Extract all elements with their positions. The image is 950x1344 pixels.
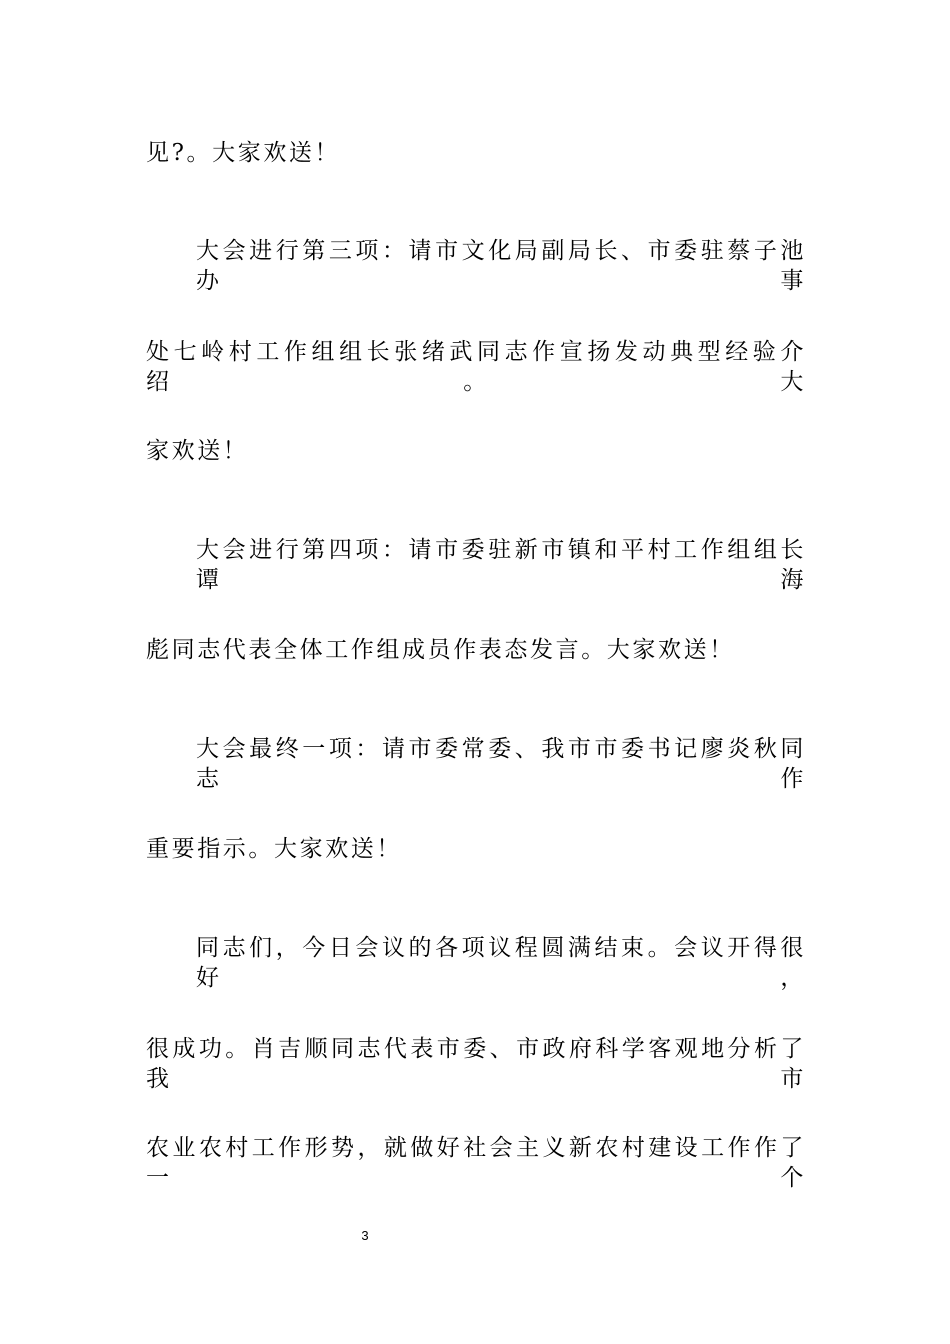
text-line: 处七岭村工作组组长张绪武同志作宣扬发动典型经验介绍。大	[146, 339, 806, 395]
text-line: 农业农村工作形势，就做好社会主义新农村建设工作作了一个	[146, 1135, 806, 1191]
text-line: 同志们，今日会议的各项议程圆满结束。会议开得很好，	[196, 935, 806, 991]
text-line: 很成功。肖吉顺同志代表市委、市政府科学客观地分析了我市	[146, 1036, 806, 1092]
text-line: 大会进行第四项：请市委驻新市镇和平村工作组组长谭海	[196, 537, 806, 593]
text-line: 重要指示。大家欢送！	[146, 836, 402, 862]
text-line: 大会最终一项：请市委常委、我市市委书记廖炎秋同志作	[196, 736, 806, 792]
text-line: 家欢送！	[146, 438, 249, 464]
text-line: 彪同志代表全体工作组成员作表态发言。大家欢送！	[146, 637, 735, 663]
text-line: 见?。大家欢送！	[146, 140, 341, 166]
page-number: 3	[361, 1228, 369, 1243]
text-line: 大会进行第三项：请市文化局副局长、市委驻蔡子池办事	[196, 238, 806, 294]
